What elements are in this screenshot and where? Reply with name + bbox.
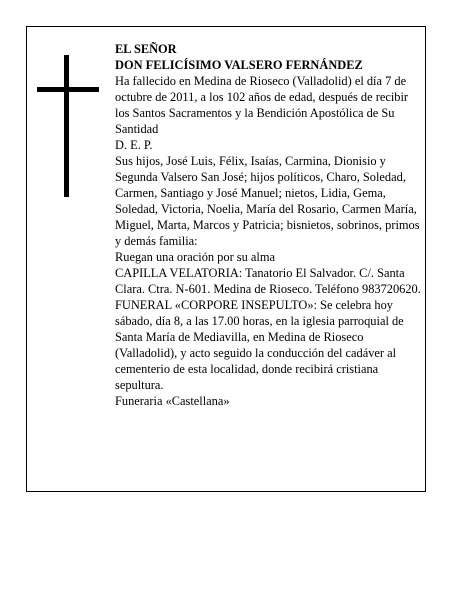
rest-in-peace: D. E. P. <box>115 138 153 152</box>
family-list: Sus hijos, José Luis, Félix, Isaías, Carmina, Dionisio y Segunda Valsero San José; hijos políticos, Charo, Soledad, Carmen, Santiago y José Manuel; nietos, Lidia, Gema, Soledad, Victoria, Noelia, María del Rosario, Carmen María, Miguel, Marta, Marcos y Patricia; bisnietos, sobrinos, primos y demás familia: <box>115 154 420 248</box>
obituary-notice <box>26 26 426 492</box>
funeral-home: Funeraria «Castellana» <box>115 394 230 408</box>
wake-chapel-info: CAPILLA VELATORIA: Tanatorio El Salvador. C/. Santa Clara. Ctra. N-601. Medina de Rioseco. Teléfono 983720620. <box>115 266 421 296</box>
latin-cross-icon <box>37 55 99 197</box>
deceased-name: DON FELICÍSIMO VALSERO FERNÁNDEZ <box>115 58 363 72</box>
notice-heading: EL SEÑOR <box>115 42 177 56</box>
cross-horizontal-bar <box>37 87 99 92</box>
death-announcement: Ha fallecido en Medina de Rioseco (Valladolid) el día 7 de octubre de 2011, a los 102 años de edad, después de recibir los Santos Sacramentos y la Bendición Apostólica de Su Santidad <box>115 74 409 136</box>
cross-vertical-bar <box>64 55 69 197</box>
notice-text-block <box>115 41 421 409</box>
funeral-info: FUNERAL «CORPORE INSEPULTO»: Se celebra hoy sábado, día 8, a las 17.00 horas, en la iglesia parroquial de Santa María de Mediavilla, en Medina de Rioseco (Valladolid), y acto seguido la conducción del cadáver al cementerio de esta localidad, donde recibirá cristiana sepultura. <box>115 298 404 392</box>
prayer-request: Ruegan una oración por su alma <box>115 250 275 264</box>
